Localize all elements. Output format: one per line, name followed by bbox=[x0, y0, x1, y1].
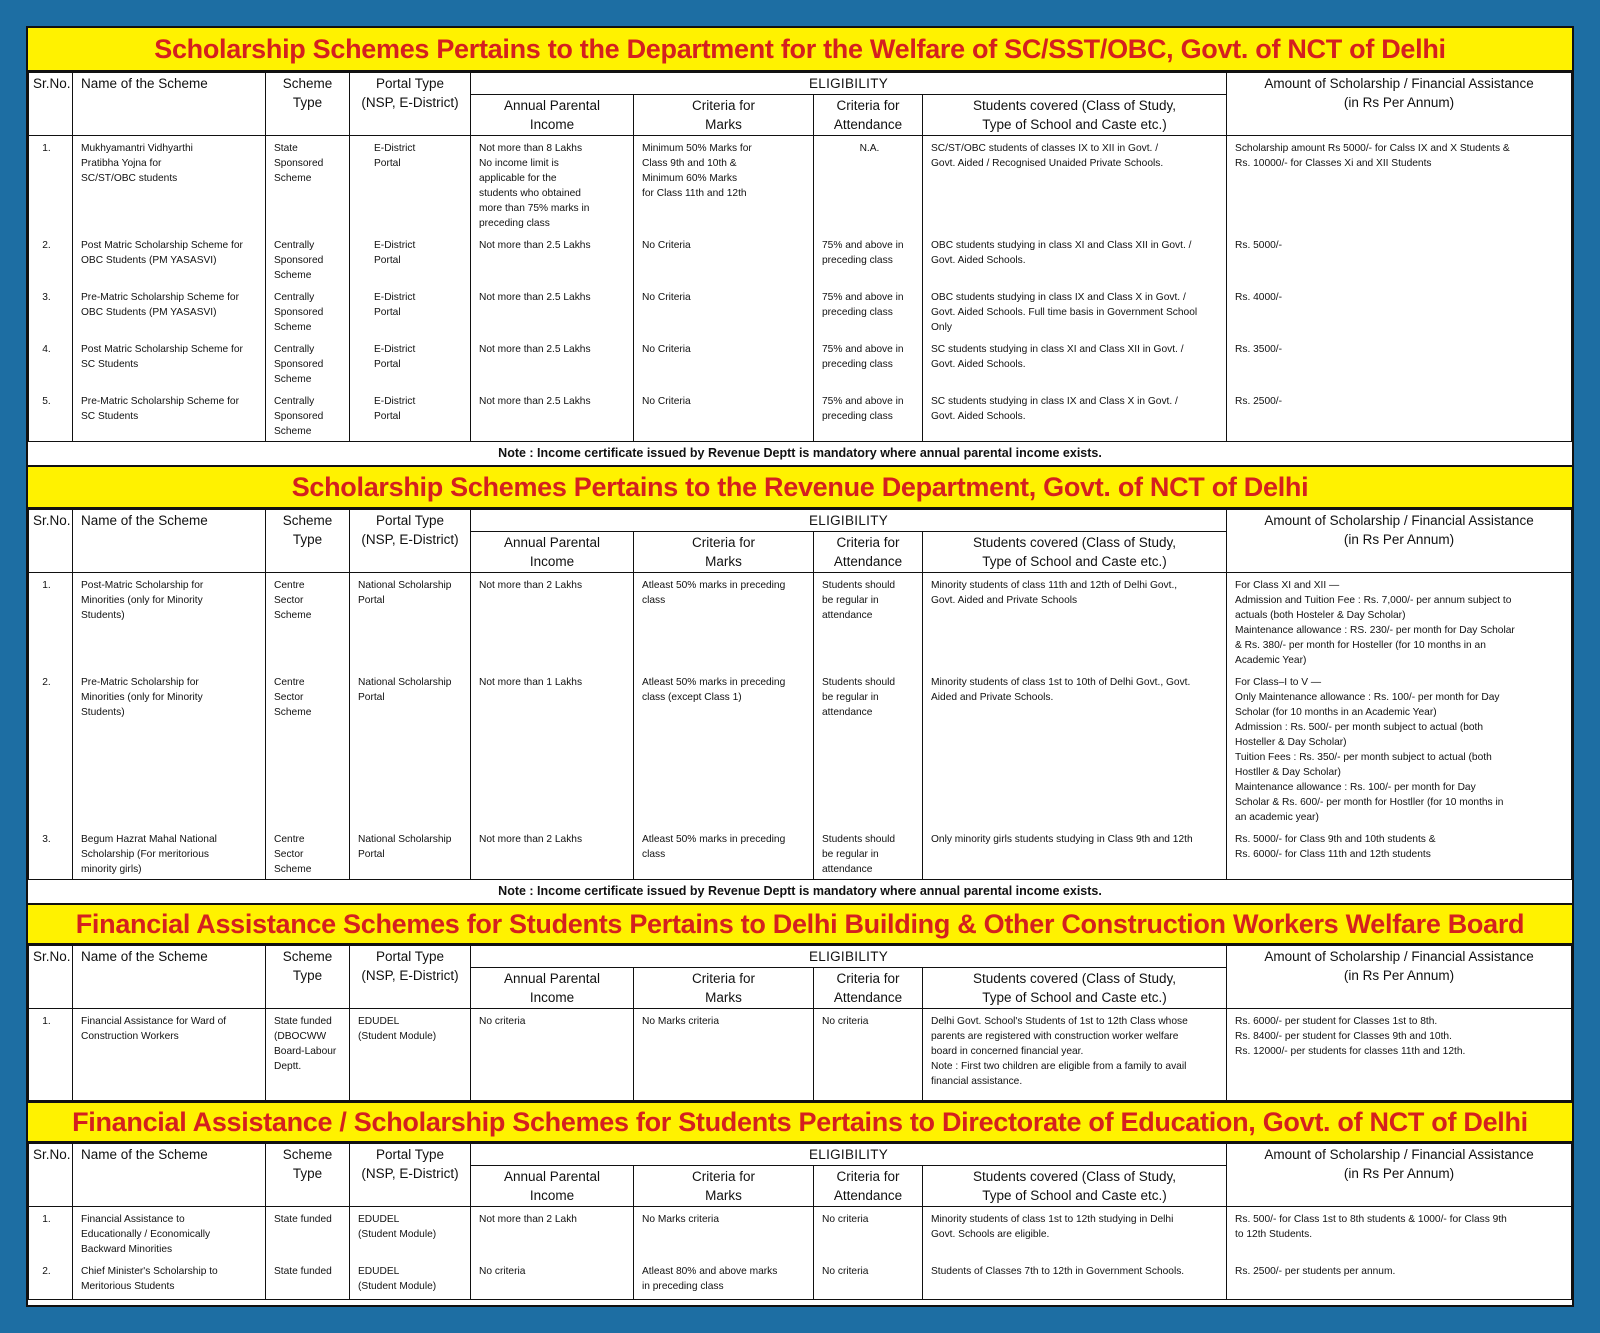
scheme-table bbox=[28, 509, 1572, 880]
cell-name: Begum Hazrat Mahal National Scholarship (For meritorious minority girls) bbox=[73, 827, 266, 880]
col-eligibility: ELIGIBILITY bbox=[471, 510, 1227, 532]
scholarship-board bbox=[26, 26, 1574, 1307]
cell-income: Not more than 8 Lakhs No income limit is applicable for the students who obtained more than 75% marks in preceding class bbox=[471, 136, 634, 234]
cell-marks: No Marks criteria bbox=[634, 1207, 814, 1260]
cell-name: Chief Minister's Scholarship to Meritorious Students bbox=[73, 1259, 266, 1299]
cell-students: Students of Classes 7th to 12th in Government Schools. bbox=[923, 1259, 1227, 1299]
cell-sr: 4. bbox=[29, 337, 73, 389]
cell-attendance: 75% and above in preceding class bbox=[814, 389, 923, 442]
cell-name: Mukhyamantri Vidhyarthi Pratibha Yojna for SC/ST/OBC students bbox=[73, 136, 266, 234]
cell-income: Not more than 2.5 Lakhs bbox=[471, 285, 634, 337]
cell-sr: 1. bbox=[29, 1207, 73, 1260]
cell-sr: 5. bbox=[29, 389, 73, 442]
scheme-table bbox=[28, 945, 1572, 1101]
cell-type: Centre Sector Scheme bbox=[266, 573, 350, 671]
cell-attendance: No criteria bbox=[814, 1259, 923, 1299]
col-sr-no: Sr.No. bbox=[29, 1144, 73, 1207]
cell-attendance: 75% and above in preceding class bbox=[814, 337, 923, 389]
cell-income: Not more than 2 Lakh bbox=[471, 1207, 634, 1260]
cell-type: Centre Sector Scheme bbox=[266, 670, 350, 827]
header-row bbox=[29, 510, 1572, 532]
cell-marks: Atleast 50% marks in preceding class bbox=[634, 573, 814, 671]
scheme-table bbox=[28, 72, 1572, 442]
col-amount: Amount of Scholarship / Financial Assistance (in Rs Per Annum) bbox=[1227, 1144, 1572, 1207]
col-portal-type-line2: (NSP, E-District) bbox=[361, 1166, 459, 1181]
cell-students: SC students studying in class XI and Class XII in Govt. / Govt. Aided Schools. bbox=[923, 337, 1227, 389]
table-row bbox=[29, 389, 1572, 442]
section-title: Scholarship Schemes Pertains to the Revenue Department, Govt. of NCT of Delhi bbox=[28, 465, 1572, 509]
cell-amount: Rs. 6000/- per student for Classes 1st to 8th. Rs. 8400/- per student for Classes 9th and 10th. Rs. 12000/- per students for classes 11th and 12th. bbox=[1227, 1009, 1572, 1101]
cell-amount: Rs. 2500/- per students per annum. bbox=[1227, 1259, 1572, 1299]
col-portal-type-line1: Portal Type bbox=[375, 76, 445, 91]
cell-portal: E-District Portal bbox=[350, 233, 471, 285]
col-portal-type-line1: Portal Type bbox=[375, 1147, 445, 1162]
cell-sr: 2. bbox=[29, 1259, 73, 1299]
cell-type: Centre Sector Scheme bbox=[266, 827, 350, 880]
cell-type: Centrally Sponsored Scheme bbox=[266, 389, 350, 442]
cell-portal: E-District Portal bbox=[350, 389, 471, 442]
col-portal-type bbox=[350, 73, 471, 136]
section-note: Note : Income certificate issued by Revenue Deptt is mandatory where annual parental income exists. bbox=[498, 884, 1102, 898]
cell-attendance: Students should be regular in attendance bbox=[814, 827, 923, 880]
table-row bbox=[29, 136, 1572, 234]
col-name: Name of the Scheme bbox=[73, 1144, 266, 1207]
col-portal-type bbox=[350, 1144, 471, 1207]
col-students: Students covered (Class of Study, Type of School and Caste etc.) bbox=[923, 95, 1227, 136]
table-row bbox=[29, 1009, 1572, 1101]
col-income: Annual Parental Income bbox=[471, 532, 634, 573]
cell-income: Not more than 2 Lakhs bbox=[471, 573, 634, 671]
cell-income: No criteria bbox=[471, 1259, 634, 1299]
table-row bbox=[29, 670, 1572, 827]
col-portal-type-line2: (NSP, E-District) bbox=[361, 95, 459, 110]
cell-marks: Atleast 50% marks in preceding class bbox=[634, 827, 814, 880]
table-row bbox=[29, 1259, 1572, 1299]
cell-marks: Minimum 50% Marks for Class 9th and 10th & Minimum 60% Marks for Class 11th and 12th bbox=[634, 136, 814, 234]
cell-students: SC students studying in class IX and Class X in Govt. / Govt. Aided Schools. bbox=[923, 389, 1227, 442]
cell-marks: No Marks criteria bbox=[634, 1009, 814, 1101]
col-name: Name of the Scheme bbox=[73, 510, 266, 573]
col-sr-no: Sr.No. bbox=[29, 73, 73, 136]
cell-type: Centrally Sponsored Scheme bbox=[266, 285, 350, 337]
cell-amount: Rs. 5000/- bbox=[1227, 233, 1572, 285]
header-row bbox=[29, 1144, 1572, 1166]
col-sr-no: Sr.No. bbox=[29, 510, 73, 573]
cell-sr: 3. bbox=[29, 827, 73, 880]
col-marks: Criteria for Marks bbox=[634, 95, 814, 136]
cell-students: OBC students studying in class XI and Class XII in Govt. / Govt. Aided Schools. bbox=[923, 233, 1227, 285]
cell-amount: Scholarship amount Rs 5000/- for Calss IX and X Students & Rs. 10000/- for Classes Xi and XII Students bbox=[1227, 136, 1572, 234]
col-students: Students covered (Class of Study, Type of School and Caste etc.) bbox=[923, 532, 1227, 573]
table-row bbox=[29, 1207, 1572, 1260]
section-note: Note : Income certificate issued by Revenue Deptt is mandatory where annual parental income exists. bbox=[498, 446, 1102, 460]
cell-marks: Atleast 50% marks in preceding class (except Class 1) bbox=[634, 670, 814, 827]
cell-portal: E-District Portal bbox=[350, 136, 471, 234]
col-attendance: Criteria for Attendance bbox=[814, 95, 923, 136]
cell-type: Centrally Sponsored Scheme bbox=[266, 233, 350, 285]
cell-portal: EDUDEL (Student Module) bbox=[350, 1009, 471, 1101]
cell-students: Minority students of class 1st to 10th of Delhi Govt., Govt. Aided and Private Schools. bbox=[923, 670, 1227, 827]
col-eligibility: ELIGIBILITY bbox=[471, 73, 1227, 95]
col-marks: Criteria for Marks bbox=[634, 532, 814, 573]
cell-portal: EDUDEL (Student Module) bbox=[350, 1207, 471, 1260]
cell-sr: 1. bbox=[29, 573, 73, 671]
cell-attendance: 75% and above in preceding class bbox=[814, 233, 923, 285]
cell-amount: Rs. 500/- for Class 1st to 8th students & 1000/- for Class 9th to 12th Students. bbox=[1227, 1207, 1572, 1260]
col-portal-type-line2: (NSP, E-District) bbox=[361, 968, 459, 983]
cell-portal: National Scholarship Portal bbox=[350, 670, 471, 827]
cell-students: Only minority girls students studying in Class 9th and 12th bbox=[923, 827, 1227, 880]
cell-attendance: No criteria bbox=[814, 1009, 923, 1101]
cell-sr: 2. bbox=[29, 233, 73, 285]
col-income: Annual Parental Income bbox=[471, 95, 634, 136]
col-attendance: Criteria for Attendance bbox=[814, 1166, 923, 1207]
scheme-table bbox=[28, 1143, 1572, 1300]
cell-income: No criteria bbox=[471, 1009, 634, 1101]
col-eligibility: ELIGIBILITY bbox=[471, 946, 1227, 968]
col-portal-type-line1: Portal Type bbox=[375, 513, 445, 528]
cell-sr: 3. bbox=[29, 285, 73, 337]
table-row bbox=[29, 233, 1572, 285]
section-title: Financial Assistance Schemes for Students Pertains to Delhi Building & Other Construction Workers Welfare Board bbox=[28, 903, 1572, 945]
cell-type: State Sponsored Scheme bbox=[266, 136, 350, 234]
table-row bbox=[29, 573, 1572, 671]
col-students: Students covered (Class of Study, Type of School and Caste etc.) bbox=[923, 1166, 1227, 1207]
cell-portal: EDUDEL (Student Module) bbox=[350, 1259, 471, 1299]
cell-marks: No Criteria bbox=[634, 337, 814, 389]
cell-type: State funded (DBOCWW Board-Labour Deptt. bbox=[266, 1009, 350, 1101]
col-portal-type-line2: (NSP, E-District) bbox=[361, 532, 459, 547]
cell-type: State funded bbox=[266, 1259, 350, 1299]
cell-attendance: Students should be regular in attendance bbox=[814, 670, 923, 827]
cell-amount: Rs. 5000/- for Class 9th and 10th students & Rs. 6000/- for Class 11th and 12th students bbox=[1227, 827, 1572, 880]
cell-portal: E-District Portal bbox=[350, 337, 471, 389]
cell-marks: No Criteria bbox=[634, 285, 814, 337]
col-name: Name of the Scheme bbox=[73, 946, 266, 1009]
col-attendance: Criteria for Attendance bbox=[814, 968, 923, 1009]
cell-name: Post Matric Scholarship Scheme for SC Students bbox=[73, 337, 266, 389]
col-scheme-type: Scheme Type bbox=[266, 946, 350, 1009]
cell-name: Financial Assistance for Ward of Construction Workers bbox=[73, 1009, 266, 1101]
cell-sr: 1. bbox=[29, 136, 73, 234]
cell-portal: National Scholarship Portal bbox=[350, 827, 471, 880]
cell-students: SC/ST/OBC students of classes IX to XII in Govt. / Govt. Aided / Recognised Unaided Private Schools. bbox=[923, 136, 1227, 234]
cell-students: Minority students of class 1st to 12th studying in Delhi Govt. Schools are eligible. bbox=[923, 1207, 1227, 1260]
cell-amount: For Class–I to V — Only Maintenance allowance : Rs. 100/- per month for Day Scholar (for 10 months in an Academic Year) Admission : Rs. 500/- per month subject to actual (both Hosteller & Day Scholar) Tuition Fees : Rs. 350/- per month subject to actual (both Hostller & Day Scholar) Maintenance allowance : Rs. 100/- per month for Day Scholar & Rs. 600/- per month for Hostller (for 10 months in an academic year) bbox=[1227, 670, 1572, 827]
cell-attendance: N.A. bbox=[814, 136, 923, 234]
cell-portal: E-District Portal bbox=[350, 285, 471, 337]
col-portal-type bbox=[350, 510, 471, 573]
cell-amount: Rs. 3500/- bbox=[1227, 337, 1572, 389]
cell-amount: Rs. 2500/- bbox=[1227, 389, 1572, 442]
cell-amount: For Class XI and XII — Admission and Tuition Fee : Rs. 7,000/- per annum subject to actuals (both Hosteler & Day Scholar) Maintenance allowance : RS. 230/- per month for Day Scholar & Rs. 380/- per month for Hosteller (for 10 months in an Academic Year) bbox=[1227, 573, 1572, 671]
table-row bbox=[29, 285, 1572, 337]
cell-name: Post Matric Scholarship Scheme for OBC Students (PM YASASVI) bbox=[73, 233, 266, 285]
col-name: Name of the Scheme bbox=[73, 73, 266, 136]
col-marks: Criteria for Marks bbox=[634, 968, 814, 1009]
table-row bbox=[29, 337, 1572, 389]
col-scheme-type: Scheme Type bbox=[266, 1144, 350, 1207]
col-portal-type-line1: Portal Type bbox=[375, 949, 445, 964]
cell-amount: Rs. 4000/- bbox=[1227, 285, 1572, 337]
cell-income: Not more than 1 Lakhs bbox=[471, 670, 634, 827]
cell-students: Minority students of class 11th and 12th of Delhi Govt., Govt. Aided and Private Schools bbox=[923, 573, 1227, 671]
col-sr-no: Sr.No. bbox=[29, 946, 73, 1009]
col-scheme-type: Scheme Type bbox=[266, 73, 350, 136]
cell-attendance: No criteria bbox=[814, 1207, 923, 1260]
col-portal-type bbox=[350, 946, 471, 1009]
table-row bbox=[29, 827, 1572, 880]
cell-type: State funded bbox=[266, 1207, 350, 1260]
cell-marks: No Criteria bbox=[634, 389, 814, 442]
section-title: Scholarship Schemes Pertains to the Department for the Welfare of SC/SST/OBC, Govt. of NCT of Delhi bbox=[28, 28, 1572, 72]
cell-income: Not more than 2.5 Lakhs bbox=[471, 233, 634, 285]
col-income: Annual Parental Income bbox=[471, 1166, 634, 1207]
cell-students: Delhi Govt. School's Students of 1st to 12th Class whose parents are registered with construction worker welfare board in concerned financial year. Note : First two children are eligible from a family to avail financial assistance. bbox=[923, 1009, 1227, 1101]
col-income: Annual Parental Income bbox=[471, 968, 634, 1009]
cell-income: Not more than 2.5 Lakhs bbox=[471, 389, 634, 442]
cell-sr: 1. bbox=[29, 1009, 73, 1101]
col-amount: Amount of Scholarship / Financial Assistance (in Rs Per Annum) bbox=[1227, 946, 1572, 1009]
section-title: Financial Assistance / Scholarship Schemes for Students Pertains to Directorate of Education, Govt. of NCT of Delhi bbox=[28, 1101, 1572, 1143]
col-students: Students covered (Class of Study, Type of School and Caste etc.) bbox=[923, 968, 1227, 1009]
col-marks: Criteria for Marks bbox=[634, 1166, 814, 1207]
col-amount: Amount of Scholarship / Financial Assistance (in Rs Per Annum) bbox=[1227, 510, 1572, 573]
cell-portal: National Scholarship Portal bbox=[350, 573, 471, 671]
col-scheme-type: Scheme Type bbox=[266, 510, 350, 573]
col-eligibility: ELIGIBILITY bbox=[471, 1144, 1227, 1166]
cell-type: Centrally Sponsored Scheme bbox=[266, 337, 350, 389]
cell-marks: Atleast 80% and above marks in preceding class bbox=[634, 1259, 814, 1299]
cell-marks: No Criteria bbox=[634, 233, 814, 285]
cell-income: Not more than 2.5 Lakhs bbox=[471, 337, 634, 389]
cell-income: Not more than 2 Lakhs bbox=[471, 827, 634, 880]
cell-sr: 2. bbox=[29, 670, 73, 827]
col-attendance: Criteria for Attendance bbox=[814, 532, 923, 573]
cell-attendance: Students should be regular in attendance bbox=[814, 573, 923, 671]
cell-students: OBC students studying in class IX and Class X in Govt. / Govt. Aided Schools. Full time basis in Government School Only bbox=[923, 285, 1227, 337]
cell-name: Pre-Matric Scholarship for Minorities (only for Minority Students) bbox=[73, 670, 266, 827]
cell-name: Financial Assistance to Educationally / Economically Backward Minorities bbox=[73, 1207, 266, 1260]
header-row bbox=[29, 946, 1572, 968]
header-row bbox=[29, 73, 1572, 95]
cell-name: Pre-Matric Scholarship Scheme for SC Students bbox=[73, 389, 266, 442]
col-amount: Amount of Scholarship / Financial Assistance (in Rs Per Annum) bbox=[1227, 73, 1572, 136]
cell-name: Pre-Matric Scholarship Scheme for OBC Students (PM YASASVI) bbox=[73, 285, 266, 337]
cell-name: Post-Matric Scholarship for Minorities (only for Minority Students) bbox=[73, 573, 266, 671]
cell-attendance: 75% and above in preceding class bbox=[814, 285, 923, 337]
